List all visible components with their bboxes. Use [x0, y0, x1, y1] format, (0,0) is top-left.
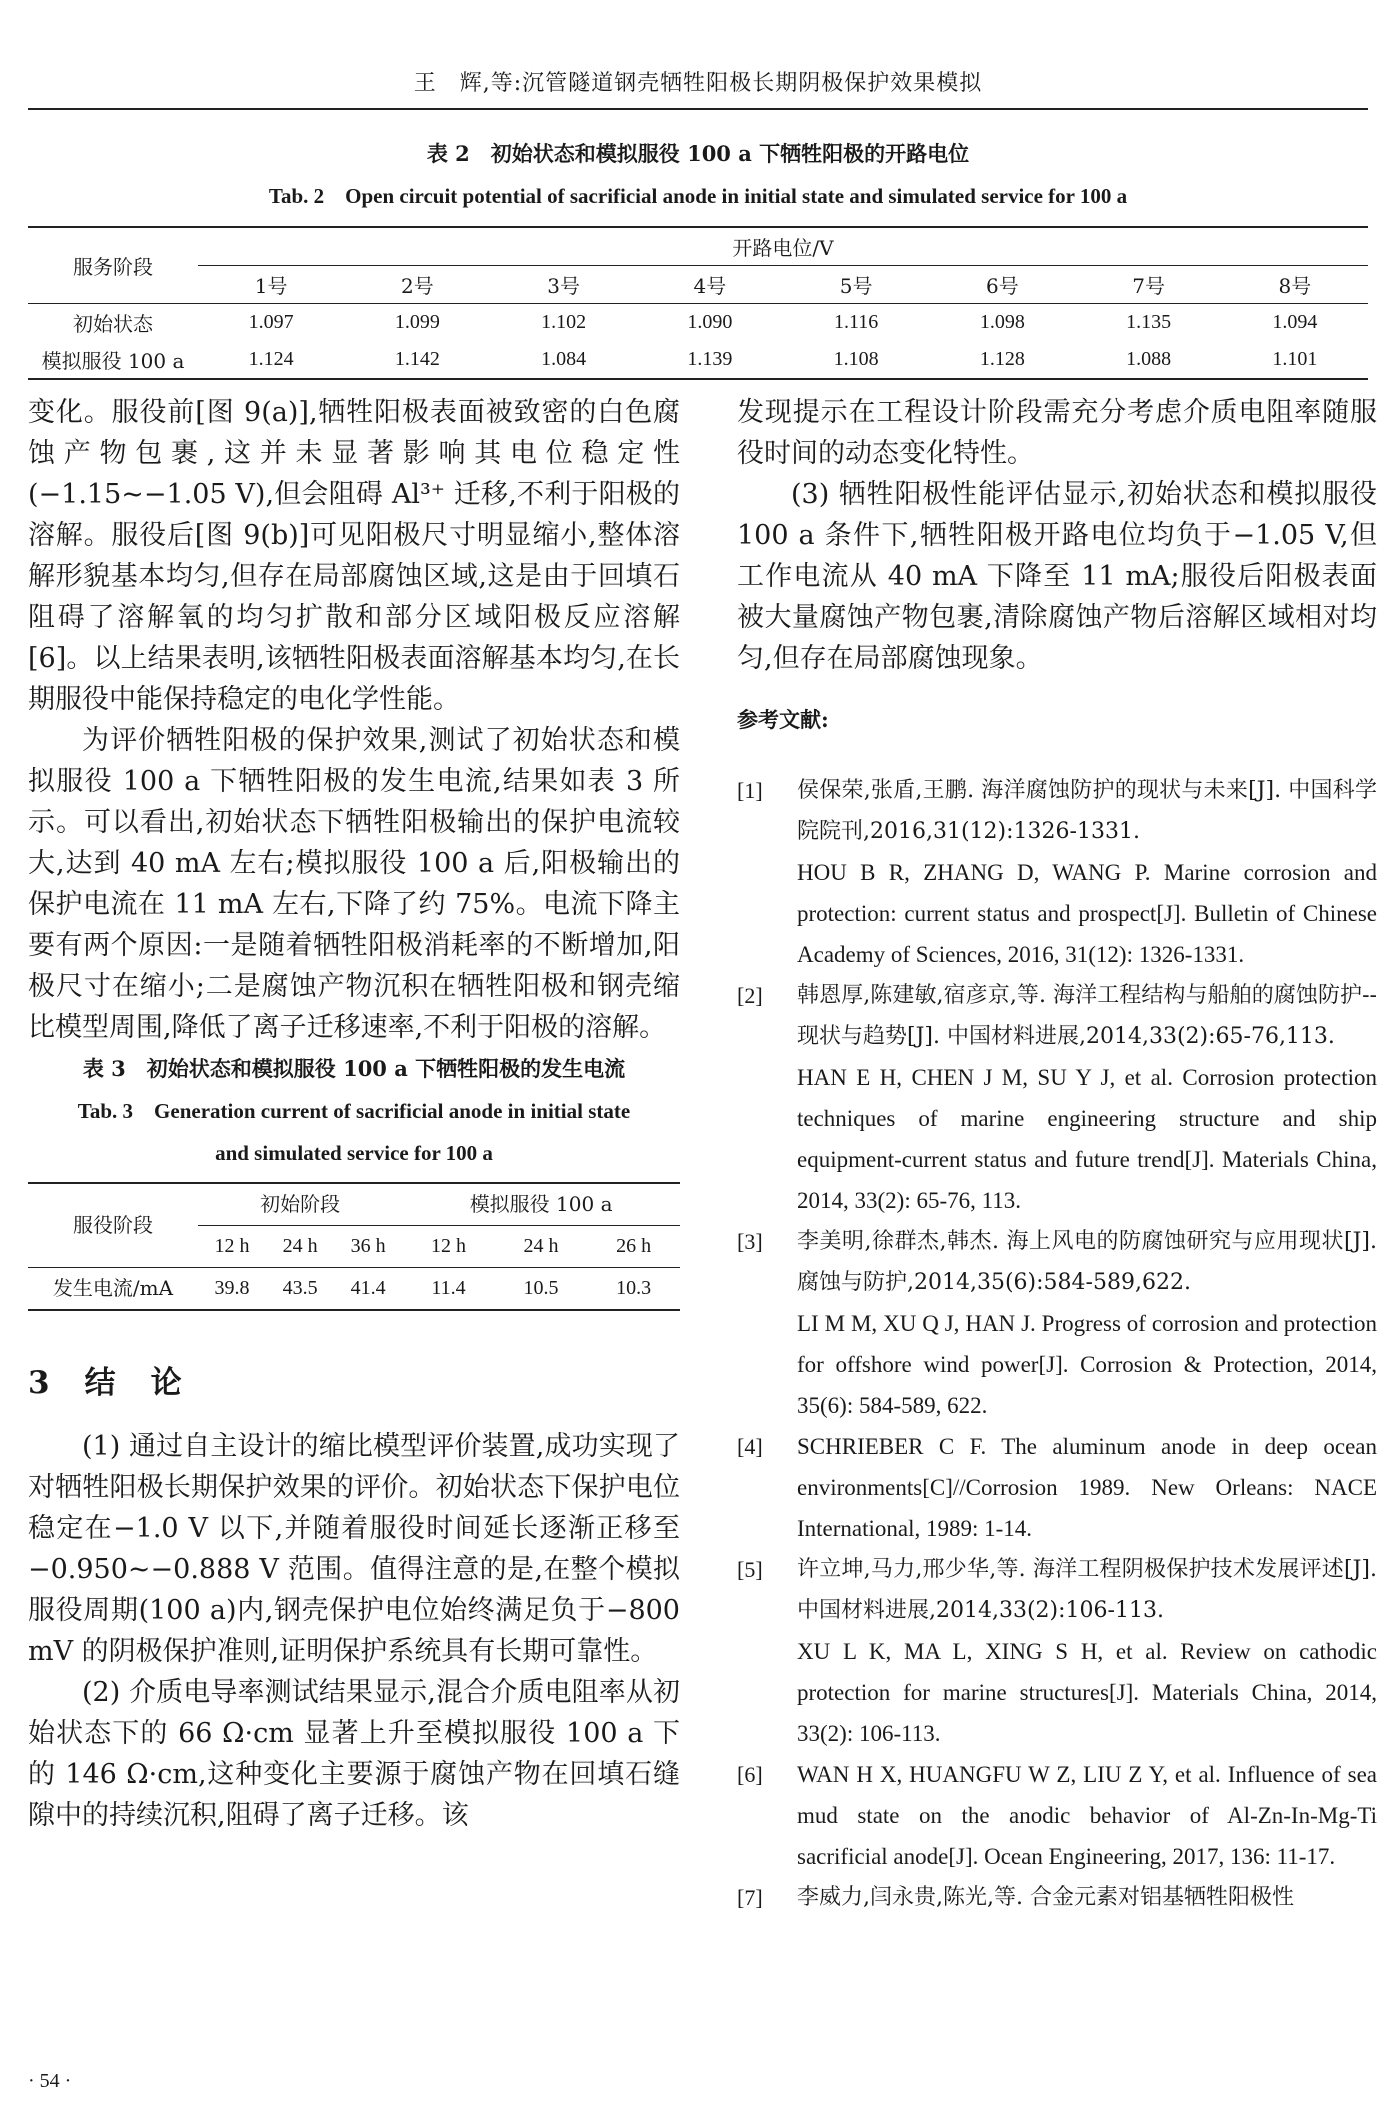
table-header-row [28, 1183, 680, 1226]
right-column [737, 392, 1377, 1918]
body-paragraph: 为评价牺牲阳极的保护效果,测试了初始状态和模拟服役 100 a 下牺牲阳极的发生电流,结果如表 3 所示。可以看出,初始状态下牺牲阳极输出的保护电流较大,达到 40 mA 左右;模拟服役 100 a 后,阳极输出的保护电流在 11 mA 左右,下降了约 75%。电流下降主要有两个原因:一是随着牺牲阳极消耗率的不断增加,阳极尺寸在缩小;二是腐蚀产物沉积在牺牲阳极和钢壳缩比模型周围,降低了离子迁移速率,不利于阳极的溶解。 [28, 725, 680, 1043]
reference-cn: 李威力,闫永贵,陈光,等. 合金元素对铝基牺牲阳极性 [797, 1885, 1294, 1910]
column-header: 4号 [637, 265, 783, 303]
table-cell: 11.4 [431, 1277, 466, 1299]
table-cell: 10.3 [616, 1277, 652, 1299]
table-row [28, 303, 1368, 341]
reference-item [737, 1221, 1377, 1426]
table-3 [28, 1182, 680, 1311]
table-cell: 1.128 [979, 348, 1025, 370]
reference-item [737, 1877, 1377, 1918]
table2-caption-cn: 表 2 初始状态和模拟服役 100 a 下牺牲阳极的开路电位 [426, 141, 970, 166]
column-header: 12 h [198, 1226, 266, 1268]
table-cell: 1.102 [541, 310, 587, 333]
caption-line: Tab. 3 Generation current of sacrificial anode in initial state [77, 1099, 631, 1123]
table-cell: 1.108 [833, 348, 879, 370]
left-column [28, 392, 680, 1836]
body-paragraph: (2) 介质电导率测试结果显示,混合介质电阻率从初始状态下的 66 Ω·cm 显著上升至模拟服役 100 a 下的 146 Ω·cm,这种变化主要源于腐蚀产物在回填石缝隙中的持续沉积,阻碍了离子迁移。该 [28, 1677, 680, 1831]
reference-number: [6] [737, 1762, 763, 1787]
table2-caption-en: Tab. 2 Open circuit potential of sacrificial anode in initial state and simulated service for 100 a [268, 184, 1128, 208]
table-cell: 1.084 [541, 348, 587, 370]
header-rule [28, 108, 1368, 110]
reference-number: [7] [737, 1885, 763, 1910]
reference-en: XU L K, MA L, XING S H, et al. Review on cathodic protection for marine structures[J]. Materials China, 2014, 33(2): 106-113. [797, 1639, 1377, 1746]
table-cell: 1.090 [687, 310, 733, 333]
reference-number: [4] [737, 1434, 763, 1459]
row-label: 模拟服役 100 a [41, 349, 185, 373]
reference-en: HAN E H, CHEN J M, SU Y J, et al. Corrosion protection techniques of marine engineering structure and ship equipment-current status and future trend[J]. Materials China, 2014, 33(2): 65-76, 113. [797, 1065, 1377, 1213]
body-paragraph: 变化。服役前[图 9(a)],牺牲阳极表面被致密的白色腐蚀产物包裹,这并未显著影响其电位稳定性(−1.15~−1.05 V),但会阻碍 Al³⁺ 迁移,不利于阳极的溶解。服役后[图 9(b)]可见阳极尺寸明显缩小,整体溶解形貌基本均匀,但存在局部腐蚀区域,这是由于回填石阻碍了溶解氧的均匀扩散和部分区域阳极反应溶解[6]。以上结果表明,该牺牲阳极表面溶解基本均匀,在长期服役中能保持稳定的电化学性能。 [28, 397, 680, 715]
column-header: 36 h [334, 1226, 402, 1268]
body-paragraph: 发现提示在工程设计阶段需充分考虑介质电阻率随服役时间的动态变化特性。 [737, 397, 1377, 469]
group-header: 初始阶段 [198, 1183, 402, 1226]
reference-item [737, 1549, 1377, 1754]
table-cell: 1.116 [833, 310, 879, 333]
table-cell: 1.099 [394, 310, 440, 333]
table-cell: 10.5 [523, 1277, 559, 1299]
table-cell: 1.142 [394, 348, 440, 370]
reference-en: HOU B R, ZHANG D, WANG P. Marine corrosion and protection: current status and prospect[J]. Bulletin of Chinese Academy of Sciences, 2016, 31(12): 1326-1331. [797, 860, 1377, 967]
page-number: · 54 · [28, 2070, 72, 2092]
body-paragraph: (1) 通过自主设计的缩比模型评价装置,成功实现了对牺牲阳极长期保护效果的评价。初始状态下保护电位稳定在−1.0 V 以下,并随着服役时间延长逐渐正移至−0.950~−0.888 V 范围。值得注意的是,在整个模拟服役周期(100 a)内,钢壳保护电位始终满足负于−800 mV 的阴极保护准则,证明保护系统具有长期可靠性。 [28, 1431, 680, 1667]
reference-cn: 许立坤,马力,邢少华,等. 海洋工程阴极保护技术发展评述[J]. 中国材料进展,2014,33(2):106-113. [797, 1557, 1377, 1623]
table-cell: 41.4 [350, 1277, 386, 1299]
row-label: 初始状态 [73, 311, 153, 336]
reference-en: LI M M, XU Q J, HAN J. Progress of corrosion and protection for offshore wind power[J]. Corrosion & Protection, 2014, 35(6): 584-589, 622. [797, 1311, 1377, 1418]
body-paragraph: (3) 牺牲阳极性能评估显示,初始状态和模拟服役 100 a 条件下,牺牲阳极开路电位均负于−1.05 V,但工作电流从 40 mA 下降至 11 mA;服役后阳极表面被大量腐蚀产物包裹,清除腐蚀产物后溶解区域相对均匀,但存在局部腐蚀现象。 [737, 479, 1377, 674]
reference-number: [2] [737, 983, 763, 1008]
reference-item [737, 1754, 1377, 1877]
table-header-row [28, 227, 1368, 265]
table-2 [28, 226, 1368, 380]
reference-number: [5] [737, 1557, 763, 1582]
reference-cn: 韩恩厚,陈建敏,宿彦京,等. 海洋工程结构与船舶的腐蚀防护--现状与趋势[J]. 中国材料进展,2014,33(2):65-76,113. [797, 983, 1377, 1049]
table-cell: 1.135 [1126, 310, 1172, 333]
table-cell: 1.097 [248, 310, 294, 333]
table-cell: 1.139 [687, 348, 733, 370]
table3-caption-en [28, 1090, 680, 1174]
references-heading: 参考文献: [737, 707, 829, 732]
caption-line: and simulated service for 100 a [215, 1141, 493, 1165]
column-header: 6号 [929, 265, 1075, 303]
row-label: 发生电流/mA [52, 1276, 174, 1300]
reference-number: [3] [737, 1229, 763, 1254]
row-header: 服役阶段 [28, 1183, 198, 1268]
row-header: 服务阶段 [28, 227, 198, 303]
group-header: 开路电位/V [198, 227, 1368, 265]
column-header: 1号 [198, 265, 344, 303]
column-header: 24 h [266, 1226, 334, 1268]
table-cell: 1.088 [1126, 348, 1172, 370]
column-header: 7号 [1076, 265, 1222, 303]
running-header: 王 辉,等:沉管隧道钢壳牺牲阳极长期阴极保护效果模拟 [413, 71, 983, 96]
reference-en: WAN H X, HUANGFU W Z, LIU Z Y, et al. Influence of sea mud state on the anodic behavior of Al-Zn-In-Mg-Ti sacrificial anode[J]. Ocean Engineering, 2017, 136: 11-17. [797, 1762, 1377, 1869]
table3-caption-cn: 表 3 初始状态和模拟服役 100 a 下牺牲阳极的发生电流 [82, 1056, 626, 1081]
reference-en: SCHRIEBER C F. The aluminum anode in deep ocean environments[C]//Corrosion 1989. New Orleans: NACE International, 1989: 1-14. [797, 1434, 1377, 1541]
table-cell: 1.098 [979, 310, 1025, 333]
table-cell: 39.8 [214, 1277, 250, 1299]
table-cell: 1.094 [1272, 310, 1318, 333]
column-header: 3号 [491, 265, 637, 303]
table-row [28, 1268, 680, 1311]
column-header: 24 h [495, 1226, 588, 1268]
column-header: 2号 [344, 265, 490, 303]
reference-item [737, 975, 1377, 1221]
reference-cn: 李美明,徐群杰,韩杰. 海上风电的防腐蚀研究与应用现状[J]. 腐蚀与防护,2014,35(6):584-589,622. [797, 1229, 1377, 1295]
column-header: 5号 [783, 265, 929, 303]
reference-number: [1] [737, 778, 763, 803]
reference-item [737, 1426, 1377, 1549]
table-cell: 43.5 [282, 1277, 318, 1299]
section-heading: 3 结 论 [28, 1365, 184, 1401]
reference-item [737, 770, 1377, 975]
reference-cn: 侯保荣,张盾,王鹏. 海洋腐蚀防护的现状与未来[J]. 中国科学院院刊,2016,31(12):1326-1331. [797, 778, 1377, 844]
table-cell: 1.124 [248, 348, 294, 370]
column-header: 12 h [402, 1226, 495, 1268]
table-row [28, 341, 1368, 379]
table-header-row [28, 265, 1368, 303]
table-cell: 1.101 [1272, 348, 1318, 370]
column-header: 8号 [1222, 265, 1368, 303]
column-header: 26 h [587, 1226, 680, 1268]
group-header: 模拟服役 100 a [402, 1183, 680, 1226]
